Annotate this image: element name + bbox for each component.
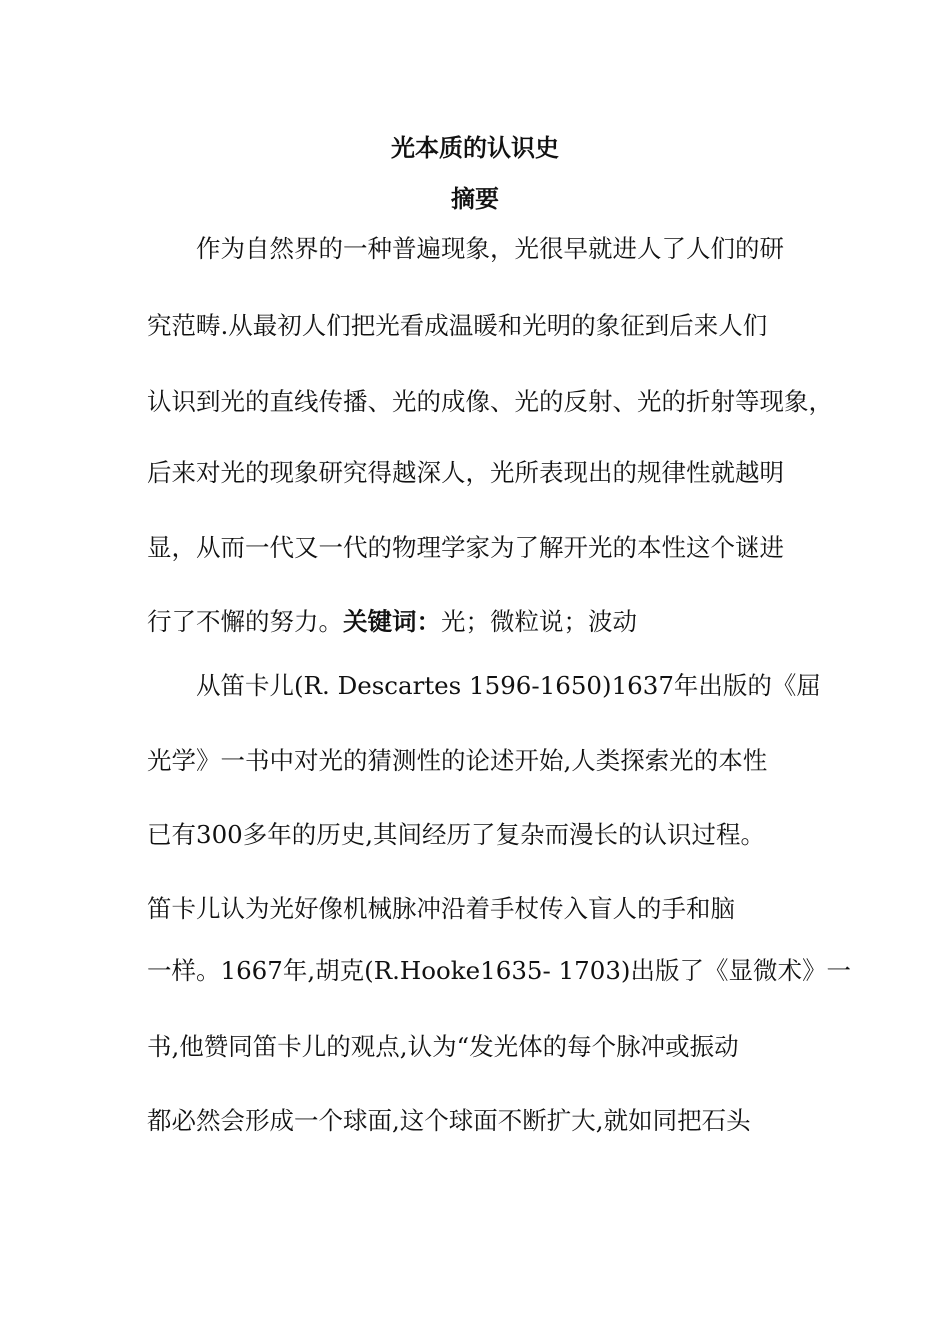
abstract-line-end: 行了不懈的努力。 <box>147 607 343 636</box>
abstract-line: 显，从而一代又一代的物理学家为了解开光的本性这个谜进 <box>147 533 784 562</box>
body-line: 一样。1667年,胡克(R.Hooke1635- 1703)出版了《显微术》一 <box>147 956 851 985</box>
body-line: 已有300多年的历史,其间经历了复杂而漫长的认识过程。 <box>147 820 766 849</box>
body-line: 笛卡儿认为光好像机械脉冲沿着手杖传入盲人的手和脑 <box>147 894 735 923</box>
abstract-last-line <box>147 606 637 638</box>
body-line: 书,他赞同笛卡儿的观点,认为“发光体的每个脉冲或振动 <box>147 1032 739 1061</box>
body-line: 光学》一书中对光的猜测性的论述开始,人类探索光的本性 <box>147 746 768 775</box>
keywords-label: 关键词： <box>343 607 441 636</box>
body-line: 从笛卡儿(R. Descartes 1596-1650)1637年出版的《屈 <box>196 671 821 700</box>
document-title: 光本质的认识史 <box>391 134 559 162</box>
body-line: 都必然会形成一个球面,这个球面不断扩大,就如同把石头 <box>147 1106 751 1135</box>
abstract-line: 后来对光的现象研究得越深人，光所表现出的规律性就越明 <box>147 458 784 487</box>
abstract-line: 作为自然界的一种普遍现象，光很早就进人了人们的研 <box>196 234 784 263</box>
abstract-heading: 摘要 <box>451 185 499 213</box>
abstract-line: 认识到光的直线传播、光的成像、光的反射、光的折射等现象， <box>147 387 833 416</box>
keywords-text: 光；微粒说；波动 <box>441 607 637 636</box>
abstract-line: 究范畴.从最初人们把光看成温暖和光明的象征到后来人们 <box>147 311 768 340</box>
